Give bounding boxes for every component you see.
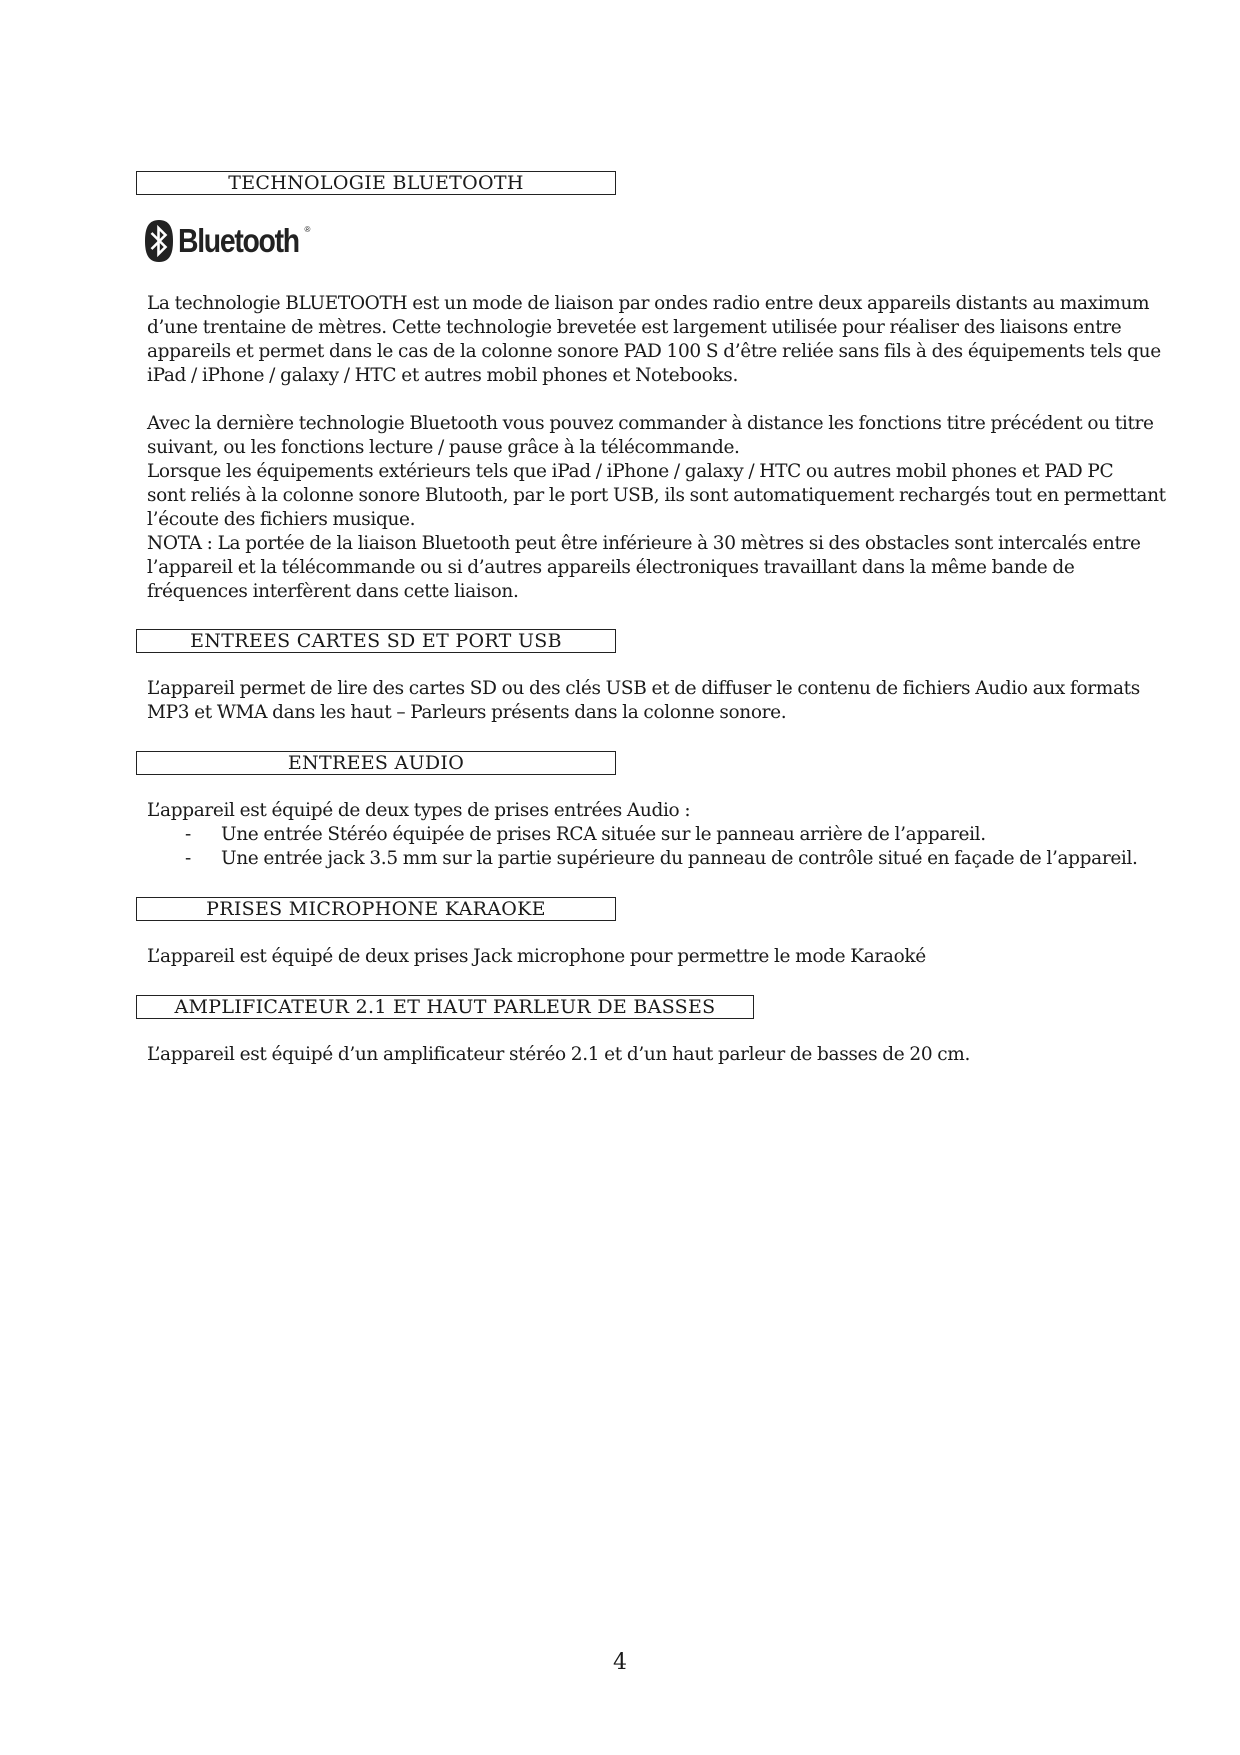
text-line: fréquences interfèrent dans cette liaison. — [147, 581, 519, 602]
section-heading-amplifier: AMPLIFICATEUR 2.1 ET HAUT PARLEUR DE BASSES — [136, 995, 754, 1019]
nota-line: NOTA : La portée de la liaison Bluetooth peut être inférieure à 30 mètres si des obstacles sont intercalés entre — [147, 533, 1141, 554]
bluetooth-logo-text: Bluetooth — [178, 222, 299, 259]
text-line: MP3 et WMA dans les haut – Parleurs présents dans la colonne sonore. — [147, 702, 787, 723]
list-item-text: Une entrée jack 3.5 mm sur la partie supérieure du panneau de contrôle situé en façade de l’appareil. — [221, 848, 1138, 869]
text-line: L’appareil est équipé de deux prises Jack microphone pour permettre le mode Karaoké — [147, 946, 926, 967]
text-line: Avec la dernière technologie Bluetooth vous pouvez commander à distance les fonctions titre précédent ou titre — [147, 413, 1154, 434]
text-line: suivant, ou les fonctions lecture / pause grâce à la télécommande. — [147, 437, 740, 458]
text-line: l’écoute des fichiers musique. — [147, 509, 416, 530]
bullet-marker: - — [185, 824, 191, 845]
amplifier-paragraph — [147, 1043, 1107, 1067]
list-item — [147, 847, 1138, 871]
section-heading-sd-usb: ENTREES CARTES SD ET PORT USB — [136, 629, 616, 653]
text-line: Lorsque les équipements extérieurs tels que iPad / iPhone / galaxy / HTC ou autres mobil phones et PAD PC — [147, 461, 1114, 482]
bullet-marker: - — [185, 848, 191, 869]
bluetooth-icon — [144, 219, 174, 263]
section-heading-karaoke: PRISES MICROPHONE KARAOKE — [136, 897, 616, 921]
list-item-text: Une entrée Stéréo équipée de prises RCA située sur le panneau arrière de l’appareil. — [221, 824, 986, 845]
text-line: d’une trentaine de mètres. Cette technologie brevetée est largement utilisée pour réaliser des liaisons entre — [147, 317, 1122, 338]
text-line: L’appareil est équipé d’un amplificateur stéréo 2.1 et d’un haut parleur de basses de 20 cm. — [147, 1044, 970, 1065]
text-line: sont reliés à la colonne sonore Blutooth, par le port USB, ils sont automatiquement rechargés tout en permettant — [147, 485, 1166, 506]
text-line: l’appareil et la télécommande ou si d’autres appareils électroniques travaillant dans la même bande de — [147, 557, 1075, 578]
bluetooth-paragraph-2 — [147, 412, 1166, 604]
section-heading-audio: ENTREES AUDIO — [136, 751, 616, 775]
audio-intro: L’appareil est équipé de deux types de prises entrées Audio : — [147, 800, 691, 821]
page-number: 4 — [613, 1650, 627, 1675]
text-line: appareils et permet dans le cas de la colonne sonore PAD 100 S d’être reliée sans fils à des équipements tels que — [147, 341, 1161, 362]
registered-mark: ® — [304, 224, 311, 234]
text-line: La technologie BLUETOOTH est un mode de liaison par ondes radio entre deux appareils distants au maximum — [147, 293, 1150, 314]
text-line: L’appareil permet de lire des cartes SD ou des clés USB et de diffuser le contenu de fichiers Audio aux formats — [147, 678, 1140, 699]
text-line: iPad / iPhone / galaxy / HTC et autres mobil phones et Notebooks. — [147, 365, 738, 386]
bluetooth-paragraph-1 — [147, 292, 1161, 388]
karaoke-paragraph — [147, 945, 1107, 969]
audio-paragraph — [147, 799, 1138, 871]
sd-usb-paragraph — [147, 677, 1140, 725]
section-heading-bluetooth: TECHNOLOGIE BLUETOOTH — [136, 171, 616, 195]
bluetooth-logo — [144, 219, 324, 263]
list-item — [147, 823, 1107, 847]
